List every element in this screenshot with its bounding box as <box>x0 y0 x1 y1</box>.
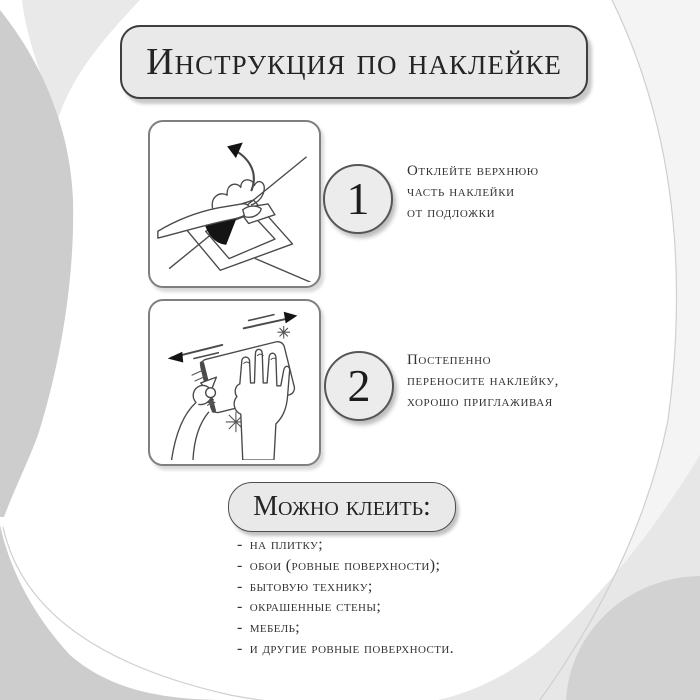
step2-number: 2 <box>347 360 371 411</box>
surface-label: обои (ровные поверхности); <box>249 556 441 574</box>
surfaces-heading: Можно клеить: <box>253 491 431 522</box>
surface-item <box>237 556 454 577</box>
surface-edge-line <box>255 259 310 282</box>
surface-item <box>237 535 454 556</box>
curved-arrow-icon <box>227 142 254 190</box>
step2-line1: Постепенно <box>407 352 492 368</box>
step2-illustration-panel <box>148 299 321 466</box>
bullet-dash: - <box>237 598 243 616</box>
bullet-dash: - <box>237 619 243 637</box>
smooth-sticker-illustration <box>150 301 315 460</box>
step1-line3: от подложки <box>407 205 496 221</box>
step2-line2: переносите наклейку, <box>407 373 559 389</box>
step1-illustration-panel <box>148 120 321 288</box>
step1-line2: часть наклейки <box>407 184 515 200</box>
step2-line3: хорошо приглаживая <box>407 394 553 410</box>
step2-number-badge <box>324 351 394 421</box>
surface-item <box>237 597 454 618</box>
surface-item <box>237 639 454 660</box>
bullet-dash: - <box>237 577 243 595</box>
surface-label: на плитку; <box>249 536 324 553</box>
surface-item <box>237 577 454 598</box>
bullet-dash: - <box>237 556 243 574</box>
surfaces-heading-panel <box>228 482 456 532</box>
bullet-dash: - <box>237 536 243 553</box>
surface-label: бытовую технику; <box>249 577 373 595</box>
title-panel <box>120 25 588 99</box>
step2-text <box>407 350 627 413</box>
surface-label: мебель; <box>249 619 301 637</box>
surface-item <box>237 618 454 639</box>
surfaces-list <box>237 535 454 660</box>
step1-line1: Отклейте верхнюю <box>407 163 539 179</box>
step1-number-badge <box>323 164 393 234</box>
holding-hand-icon <box>172 377 217 460</box>
page-title: Инструкция по наклейке <box>146 41 562 83</box>
step1-text <box>407 161 627 224</box>
step1-number: 1 <box>346 173 370 224</box>
surface-label: и другие ровные поверхности. <box>249 639 455 657</box>
peel-sticker-illustration <box>150 122 315 282</box>
bullet-dash: - <box>237 639 243 657</box>
surface-label: окрашенные стены; <box>249 598 382 616</box>
